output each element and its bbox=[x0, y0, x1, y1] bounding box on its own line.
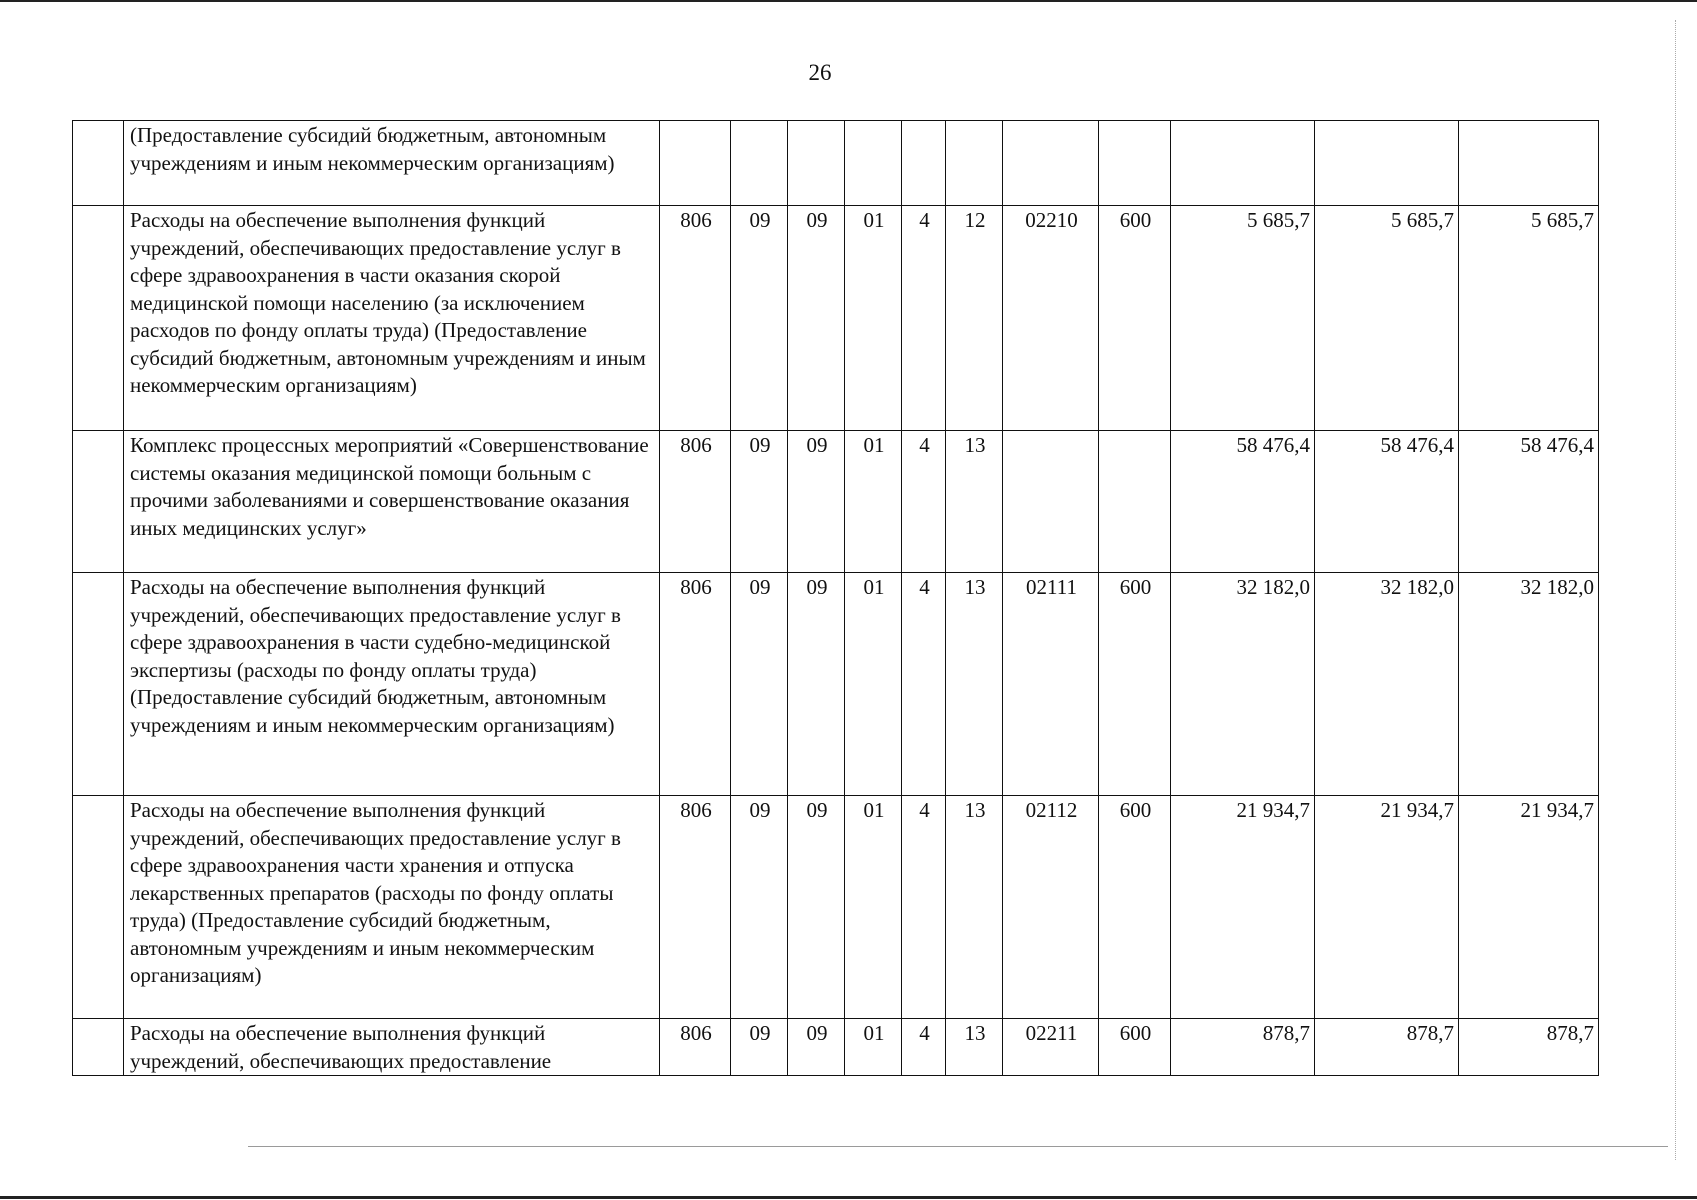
expense-type-cell: 600 bbox=[1099, 1019, 1171, 1076]
program-type-cell bbox=[902, 121, 946, 206]
program-type-cell: 4 bbox=[902, 431, 946, 573]
table-row bbox=[73, 431, 1599, 573]
subsection-code-cell: 09 bbox=[788, 206, 845, 431]
page-number: 26 bbox=[808, 60, 832, 85]
amount-year-3-cell bbox=[1459, 121, 1599, 206]
amount-year-2-cell: 21 934,7 bbox=[1315, 796, 1459, 1019]
table-row bbox=[73, 206, 1599, 431]
table-row bbox=[73, 796, 1599, 1019]
amount-year-3-cell: 58 476,4 bbox=[1459, 431, 1599, 573]
expense-type-cell bbox=[1099, 121, 1171, 206]
subprogram-code-cell: 13 bbox=[946, 1019, 1003, 1076]
expense-type-cell: 600 bbox=[1099, 573, 1171, 796]
amount-year-2-cell: 58 476,4 bbox=[1315, 431, 1459, 573]
amount-year-2-cell: 878,7 bbox=[1315, 1019, 1459, 1076]
program-type-cell: 4 bbox=[902, 573, 946, 796]
program-code-cell: 01 bbox=[845, 206, 902, 431]
scan-edge-artifact bbox=[1675, 20, 1677, 1160]
row-number-cell bbox=[73, 431, 124, 573]
admin-code-cell: 806 bbox=[660, 796, 731, 1019]
budget-table-body bbox=[73, 121, 1599, 1076]
amount-year-1-cell: 21 934,7 bbox=[1171, 796, 1315, 1019]
subsection-code-cell: 09 bbox=[788, 431, 845, 573]
admin-code-cell: 806 bbox=[660, 206, 731, 431]
amount-year-1-cell: 878,7 bbox=[1171, 1019, 1315, 1076]
direction-code-cell bbox=[1003, 121, 1099, 206]
admin-code-cell: 806 bbox=[660, 573, 731, 796]
amount-year-1-cell: 32 182,0 bbox=[1171, 573, 1315, 796]
section-code-cell: 09 bbox=[731, 573, 788, 796]
section-code-cell bbox=[731, 121, 788, 206]
subsection-code-cell bbox=[788, 121, 845, 206]
subprogram-code-cell: 13 bbox=[946, 796, 1003, 1019]
table-row bbox=[73, 573, 1599, 796]
subsection-code-cell: 09 bbox=[788, 1019, 845, 1076]
admin-code-cell: 806 bbox=[660, 431, 731, 573]
row-number-cell bbox=[73, 121, 124, 206]
section-code-cell: 09 bbox=[731, 796, 788, 1019]
description-cell: Расходы на обеспечение выполнения функций учреждений, обеспечивающих предоставление услуг в сфере здравоохранения в части оказания скорой медицинской помощи населению (за исключением расходов по фонду оплаты труда) (Предоставление субсидий бюджетным, автономным учреждениям и иным некоммерческим организациям) bbox=[124, 206, 660, 431]
direction-code-cell: 02112 bbox=[1003, 796, 1099, 1019]
program-code-cell: 01 bbox=[845, 573, 902, 796]
table-row bbox=[73, 1019, 1599, 1076]
amount-year-2-cell: 32 182,0 bbox=[1315, 573, 1459, 796]
section-code-cell: 09 bbox=[731, 1019, 788, 1076]
amount-year-3-cell: 21 934,7 bbox=[1459, 796, 1599, 1019]
subprogram-code-cell: 13 bbox=[946, 573, 1003, 796]
description-cell: Расходы на обеспечение выполнения функций учреждений, обеспечивающих предоставление bbox=[124, 1019, 660, 1076]
section-code-cell: 09 bbox=[731, 431, 788, 573]
amount-year-1-cell: 5 685,7 bbox=[1171, 206, 1315, 431]
admin-code-cell bbox=[660, 121, 731, 206]
expense-type-cell: 600 bbox=[1099, 206, 1171, 431]
row-number-cell bbox=[73, 573, 124, 796]
amount-year-1-cell: 58 476,4 bbox=[1171, 431, 1315, 573]
amount-year-3-cell: 878,7 bbox=[1459, 1019, 1599, 1076]
description-cell: (Предоставление субсидий бюджетным, автономным учреждениям и иным некоммерческим организациям) bbox=[124, 121, 660, 206]
page-top-border bbox=[0, 0, 1697, 2]
subprogram-code-cell: 13 bbox=[946, 431, 1003, 573]
table-row bbox=[73, 121, 1599, 206]
section-code-cell: 09 bbox=[731, 206, 788, 431]
program-code-cell bbox=[845, 121, 902, 206]
subprogram-code-cell bbox=[946, 121, 1003, 206]
subprogram-code-cell: 12 bbox=[946, 206, 1003, 431]
row-number-cell bbox=[73, 206, 124, 431]
amount-year-1-cell bbox=[1171, 121, 1315, 206]
budget-table bbox=[72, 120, 1599, 1076]
subsection-code-cell: 09 bbox=[788, 573, 845, 796]
description-cell: Комплекс процессных мероприятий «Совершенствование системы оказания медицинской помощи больным с прочими заболеваниями и совершенствование оказания иных медицинских услуг» bbox=[124, 431, 660, 573]
program-code-cell: 01 bbox=[845, 796, 902, 1019]
amount-year-3-cell: 5 685,7 bbox=[1459, 206, 1599, 431]
direction-code-cell: 02210 bbox=[1003, 206, 1099, 431]
scan-artifact-line bbox=[248, 1146, 1668, 1147]
direction-code-cell: 02111 bbox=[1003, 573, 1099, 796]
amount-year-2-cell: 5 685,7 bbox=[1315, 206, 1459, 431]
description-cell: Расходы на обеспечение выполнения функций учреждений, обеспечивающих предоставление услуг в сфере здравоохранения части хранения и отпуска лекарственных препаратов (расходы по фонду оплаты труда) (Предоставление субсидий бюджетным, автономным учреждениям и иным некоммерческим организациям) bbox=[124, 796, 660, 1019]
subsection-code-cell: 09 bbox=[788, 796, 845, 1019]
expense-type-cell: 600 bbox=[1099, 796, 1171, 1019]
row-number-cell bbox=[73, 796, 124, 1019]
admin-code-cell: 806 bbox=[660, 1019, 731, 1076]
program-type-cell: 4 bbox=[902, 206, 946, 431]
direction-code-cell: 02211 bbox=[1003, 1019, 1099, 1076]
description-cell: Расходы на обеспечение выполнения функций учреждений, обеспечивающих предоставление услуг в сфере здравоохранения в части судебно-медицинской экспертизы (расходы по фонду оплаты труда) (Предоставление субсидий бюджетным, автономным учреждениям и иным некоммерческим организациям) bbox=[124, 573, 660, 796]
amount-year-2-cell bbox=[1315, 121, 1459, 206]
program-code-cell: 01 bbox=[845, 431, 902, 573]
program-type-cell: 4 bbox=[902, 1019, 946, 1076]
page-bottom-border bbox=[0, 1196, 1697, 1199]
program-type-cell: 4 bbox=[902, 796, 946, 1019]
direction-code-cell bbox=[1003, 431, 1099, 573]
row-number-cell bbox=[73, 1019, 124, 1076]
amount-year-3-cell: 32 182,0 bbox=[1459, 573, 1599, 796]
program-code-cell: 01 bbox=[845, 1019, 902, 1076]
expense-type-cell bbox=[1099, 431, 1171, 573]
